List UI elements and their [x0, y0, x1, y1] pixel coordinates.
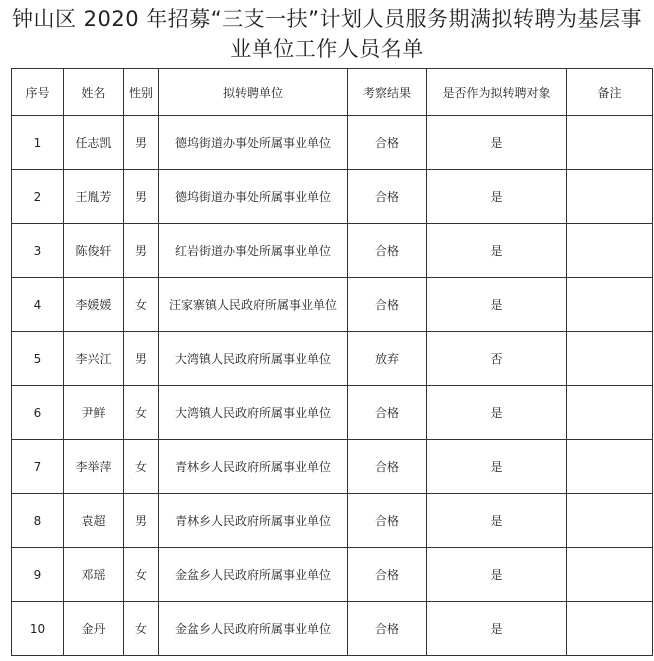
table-row: [12, 494, 653, 548]
cell-remarks: [567, 278, 653, 332]
cell-name: 李举萍: [64, 440, 124, 494]
cell-gender: 女: [124, 440, 159, 494]
cell-gender: 女: [124, 386, 159, 440]
cell-result: 合格: [348, 440, 427, 494]
cell-transfer: 是: [427, 440, 567, 494]
cell-unit: 大湾镇人民政府所属事业单位: [159, 386, 348, 440]
page-title: [0, 4, 654, 64]
cell-gender: 男: [124, 170, 159, 224]
cell-index: 2: [12, 170, 64, 224]
cell-result: 合格: [348, 278, 427, 332]
cell-index: 5: [12, 332, 64, 386]
header-unit: 拟转聘单位: [159, 69, 348, 116]
cell-transfer: 是: [427, 494, 567, 548]
table-row: [12, 440, 653, 494]
cell-unit: 德坞街道办事处所属事业单位: [159, 170, 348, 224]
cell-result: 合格: [348, 386, 427, 440]
cell-transfer: 是: [427, 602, 567, 656]
cell-transfer: 是: [427, 116, 567, 170]
cell-index: 9: [12, 548, 64, 602]
cell-name: 陈俊轩: [64, 224, 124, 278]
cell-remarks: [567, 332, 653, 386]
cell-gender: 男: [124, 116, 159, 170]
cell-name: 金丹: [64, 602, 124, 656]
table-row: [12, 332, 653, 386]
cell-transfer: 是: [427, 386, 567, 440]
header-index: 序号: [12, 69, 64, 116]
header-remarks: 备注: [567, 69, 653, 116]
cell-transfer: 是: [427, 278, 567, 332]
cell-name: 李兴江: [64, 332, 124, 386]
cell-remarks: [567, 224, 653, 278]
cell-transfer: 是: [427, 224, 567, 278]
cell-gender: 男: [124, 224, 159, 278]
personnel-table: [11, 68, 653, 656]
cell-index: 10: [12, 602, 64, 656]
cell-gender: 男: [124, 494, 159, 548]
cell-remarks: [567, 440, 653, 494]
table-row: [12, 170, 653, 224]
cell-name: 尹鲜: [64, 386, 124, 440]
cell-index: 6: [12, 386, 64, 440]
cell-result: 合格: [348, 170, 427, 224]
cell-name: 李媛媛: [64, 278, 124, 332]
cell-unit: 大湾镇人民政府所属事业单位: [159, 332, 348, 386]
table-row: [12, 224, 653, 278]
cell-result: 合格: [348, 602, 427, 656]
cell-index: 8: [12, 494, 64, 548]
cell-gender: 女: [124, 548, 159, 602]
cell-unit: 德坞街道办事处所属事业单位: [159, 116, 348, 170]
cell-unit: 红岩街道办事处所属事业单位: [159, 224, 348, 278]
header-name: 姓名: [64, 69, 124, 116]
header-transfer: 是否作为拟转聘对象: [427, 69, 567, 116]
cell-name: 王胤芳: [64, 170, 124, 224]
cell-result: 合格: [348, 494, 427, 548]
cell-transfer: 是: [427, 548, 567, 602]
cell-transfer: 是: [427, 170, 567, 224]
cell-remarks: [567, 386, 653, 440]
cell-transfer: 否: [427, 332, 567, 386]
cell-remarks: [567, 170, 653, 224]
cell-gender: 女: [124, 602, 159, 656]
table-row: [12, 386, 653, 440]
cell-remarks: [567, 494, 653, 548]
cell-remarks: [567, 602, 653, 656]
cell-remarks: [567, 548, 653, 602]
cell-result: 合格: [348, 548, 427, 602]
cell-index: 3: [12, 224, 64, 278]
header-gender: 性别: [124, 69, 159, 116]
table-row: [12, 548, 653, 602]
table-row: [12, 278, 653, 332]
cell-gender: 男: [124, 332, 159, 386]
cell-index: 7: [12, 440, 64, 494]
cell-unit: 金盆乡人民政府所属事业单位: [159, 602, 348, 656]
cell-unit: 青林乡人民政府所属事业单位: [159, 494, 348, 548]
cell-index: 4: [12, 278, 64, 332]
cell-unit: 青林乡人民政府所属事业单位: [159, 440, 348, 494]
cell-result: 放弃: [348, 332, 427, 386]
table-row: [12, 116, 653, 170]
cell-result: 合格: [348, 116, 427, 170]
title-line-2: 业单位工作人员名单: [230, 37, 424, 61]
cell-name: 任志凯: [64, 116, 124, 170]
cell-unit: 汪家寨镇人民政府所属事业单位: [159, 278, 348, 332]
table-header-row: [12, 69, 653, 116]
cell-gender: 女: [124, 278, 159, 332]
table-row: [12, 602, 653, 656]
title-line-1: 钟山区 2020 年招募“三支一扶”计划人员服务期满拟转聘为基层事: [11, 7, 643, 31]
cell-index: 1: [12, 116, 64, 170]
cell-name: 邓瑶: [64, 548, 124, 602]
cell-unit: 金盆乡人民政府所属事业单位: [159, 548, 348, 602]
cell-name: 袁超: [64, 494, 124, 548]
cell-remarks: [567, 116, 653, 170]
cell-result: 合格: [348, 224, 427, 278]
header-result: 考察结果: [348, 69, 427, 116]
